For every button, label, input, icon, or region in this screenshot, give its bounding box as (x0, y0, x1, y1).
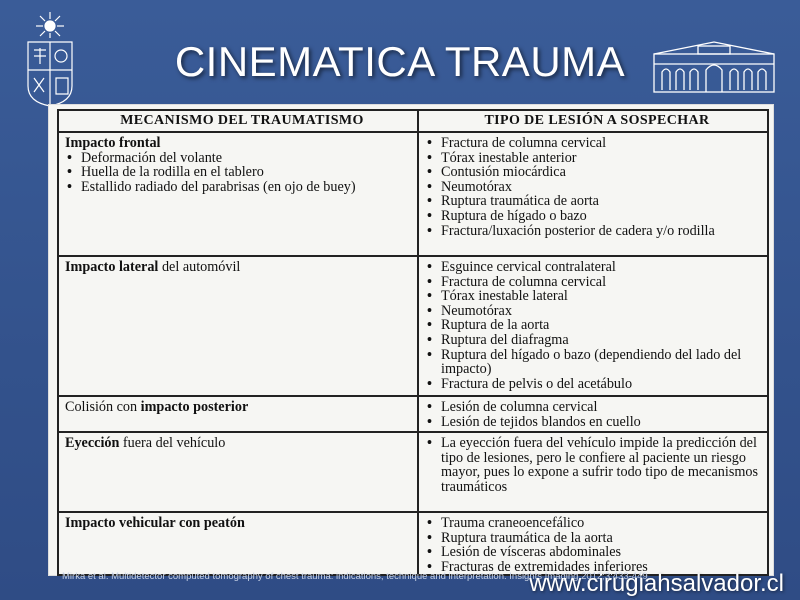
mechanism-cell (58, 132, 418, 256)
injury-list (425, 400, 761, 429)
citation-text: Mirka et al. Multidetector computed tomography of chest trauma: indications, technique and interpretation. Insights Imaging 2012;3:433-449 (62, 571, 648, 582)
mechanism-title: Impacto vehicular con peatón (65, 515, 245, 531)
table-row (58, 396, 768, 432)
list-item: • Lesión de vísceras abdominales (437, 545, 761, 560)
injury-list (425, 136, 761, 238)
header-mechanism: MECANISMO DEL TRAUMATISMO (58, 110, 418, 132)
table-row (58, 256, 768, 396)
list-item: • Ruptura traumática de la aorta (437, 531, 761, 546)
injury-cell (418, 396, 768, 432)
list-item: • Ruptura del hígado o bazo (dependiendo del lado del impacto) (437, 348, 761, 377)
list-item: • Neumotórax (437, 180, 761, 195)
mechanism-cell (58, 256, 418, 396)
injury-cell (418, 512, 768, 575)
mechanism-title: Impacto frontal (65, 135, 161, 151)
table-row (58, 432, 768, 512)
injury-cell (418, 256, 768, 396)
scanned-table-image (48, 104, 774, 576)
list-item: • Ruptura traumática de aorta (437, 194, 761, 209)
list-item: • Contusión miocárdica (437, 165, 761, 180)
mechanism-title: Impacto lateral (65, 259, 159, 275)
list-item: • Fractura de columna cervical (437, 136, 761, 151)
table-row (58, 512, 768, 575)
list-item: • Tórax inestable anterior (437, 151, 761, 166)
table-header-row (58, 110, 768, 132)
mechanism-cell (58, 432, 418, 512)
list-item: • Esguince cervical contralateral (437, 260, 761, 275)
mechanism-title: Eyección (65, 435, 120, 451)
mechanism-cell (58, 512, 418, 575)
injury-cell (418, 432, 768, 512)
list-item: • Tórax inestable lateral (437, 289, 761, 304)
header-injury: TIPO DE LESIÓN A SOSPECHAR (418, 110, 768, 132)
injury-list (425, 260, 761, 391)
list-item: • Neumotórax (437, 304, 761, 319)
injury-list (425, 436, 761, 494)
list-item: • Fracturas de extremidades inferiores (437, 560, 761, 575)
list-item: • Estallido radiado del parabrisas (en ojo de buey) (77, 180, 411, 195)
list-item: • Fractura de pelvis o del acetábulo (437, 377, 761, 392)
mechanism-title: impacto posterior (140, 399, 249, 415)
injury-cell (418, 132, 768, 256)
trauma-mechanism-table (57, 109, 769, 576)
mechanism-detail: fuera del vehículo (119, 435, 226, 451)
list-item: • Lesión de columna cervical (437, 400, 761, 415)
list-item: • Ruptura de la aorta (437, 318, 761, 333)
table-row (58, 132, 768, 256)
list-item: • Ruptura de hígado o bazo (437, 209, 761, 224)
mechanism-list (65, 151, 411, 195)
list-item: • Ruptura del diafragma (437, 333, 761, 348)
list-item: • Fractura de columna cervical (437, 275, 761, 290)
list-item: • Trauma craneoencefálico (437, 516, 761, 531)
mechanism-detail: del automóvil (158, 259, 241, 275)
list-item: • Lesión de tejidos blandos en cuello (437, 415, 761, 430)
list-item: • Fractura/luxación posterior de cadera y/o rodilla (437, 224, 761, 239)
mechanism-prefix: Colisión con (65, 399, 141, 415)
list-item: • La eyección fuera del vehículo impide la predicción del tipo de lesiones, pero le confiere al paciente un riesgo mayor, pues lo expone a sufrir todo tipo de mecanismos traumáticos (437, 436, 761, 494)
mechanism-cell (58, 396, 418, 432)
list-item: • Deformación del volante (77, 151, 411, 166)
website-url: www.cirugiahsalvador.cl (529, 570, 784, 597)
list-item: • Huella de la rodilla en el tablero (77, 165, 411, 180)
injury-list (425, 516, 761, 574)
slide-title: CINEMATICA TRAUMA (174, 38, 626, 85)
